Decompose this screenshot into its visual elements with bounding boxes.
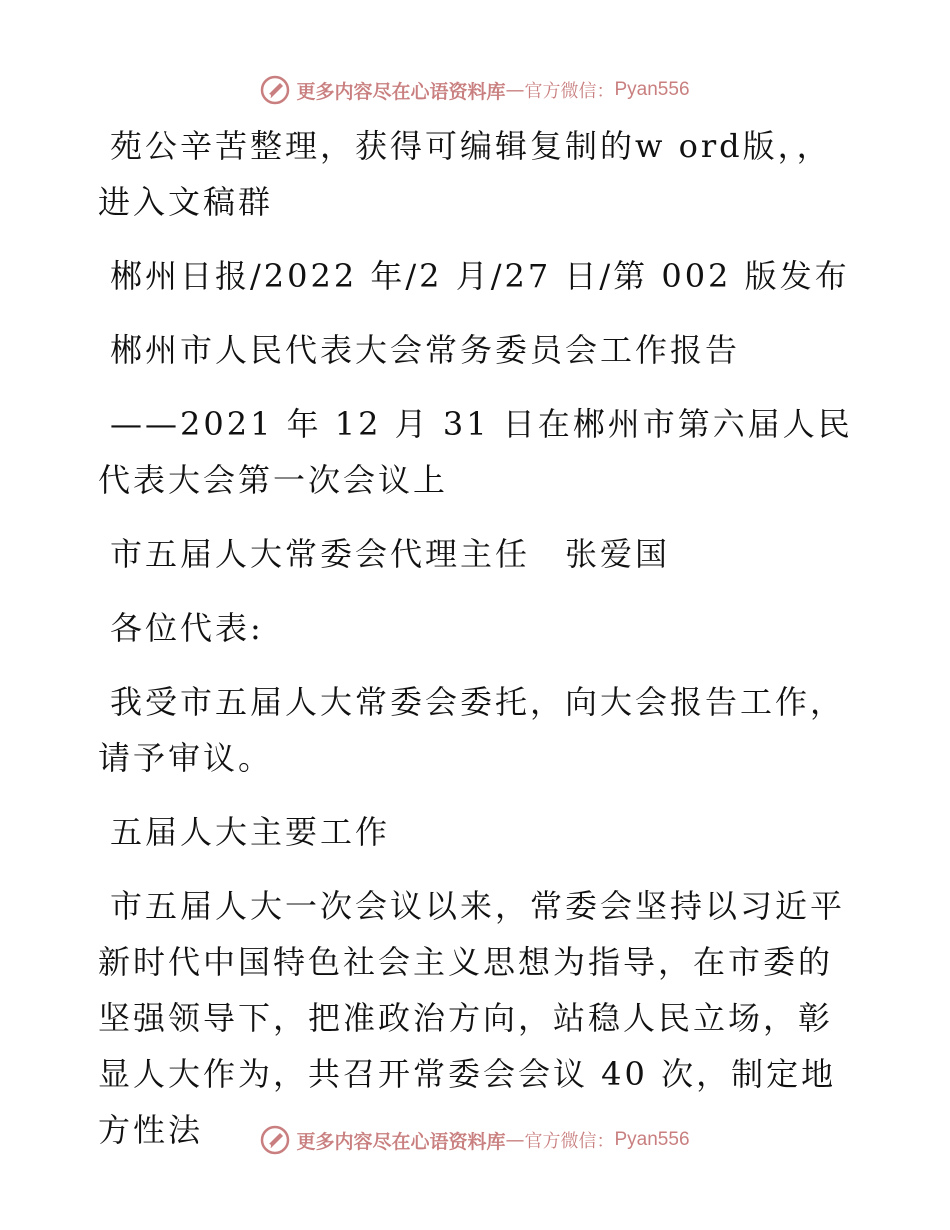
watermark-wechat-id: Pyan556 [614,1129,690,1150]
footer-watermark [0,1120,950,1160]
watermark-label: 官方微信： [524,1131,615,1152]
brand-logo-icon [260,75,290,105]
watermark-separator: — [505,1129,525,1151]
watermark-separator: — [505,79,525,101]
watermark-label: 官方微信： [524,81,615,102]
document-subtitle: ——2021 年 12 月 31 日在郴州市第六届人民代表大会第一次会议上 [98,405,853,499]
header-watermark [0,70,950,110]
section-heading: 五届人大主要工作 [110,813,391,851]
paragraph-source: 郴州日报/2022 年/2 月/27 日/第 002 版发布 [110,257,850,295]
document-body [98,118,858,1176]
watermark-brand-text: 更多内容尽在心语资料库 [296,1130,506,1153]
brand-logo-icon [260,1125,290,1155]
paragraph-opening: 我受市五届人大常委会委托，向大会报告工作，请予审议。 [98,683,846,777]
document-title: 郴州市人民代表大会常务委员会工作报告 [110,331,741,369]
salutation: 各位代表: [110,609,264,647]
author-line: 市五届人大常委会代理主任 张爱国 [110,535,671,573]
paragraph-body: 市五届人大一次会议以来，常委会坚持以习近平新时代中国特色社会主义思想为指导，在市委的坚强领导下，把准政治方向，站稳人民立场，彰显人大作为，共召开常委会会议 40 次，制定地方性法 [98,887,846,1149]
watermark-wechat-id: Pyan556 [614,79,690,100]
watermark-brand-text: 更多内容尽在心语资料库 [296,80,506,103]
paragraph-intro-note: 苑公辛苦整理，获得可编辑复制的w ord版，，进入文稿群 [98,127,832,221]
